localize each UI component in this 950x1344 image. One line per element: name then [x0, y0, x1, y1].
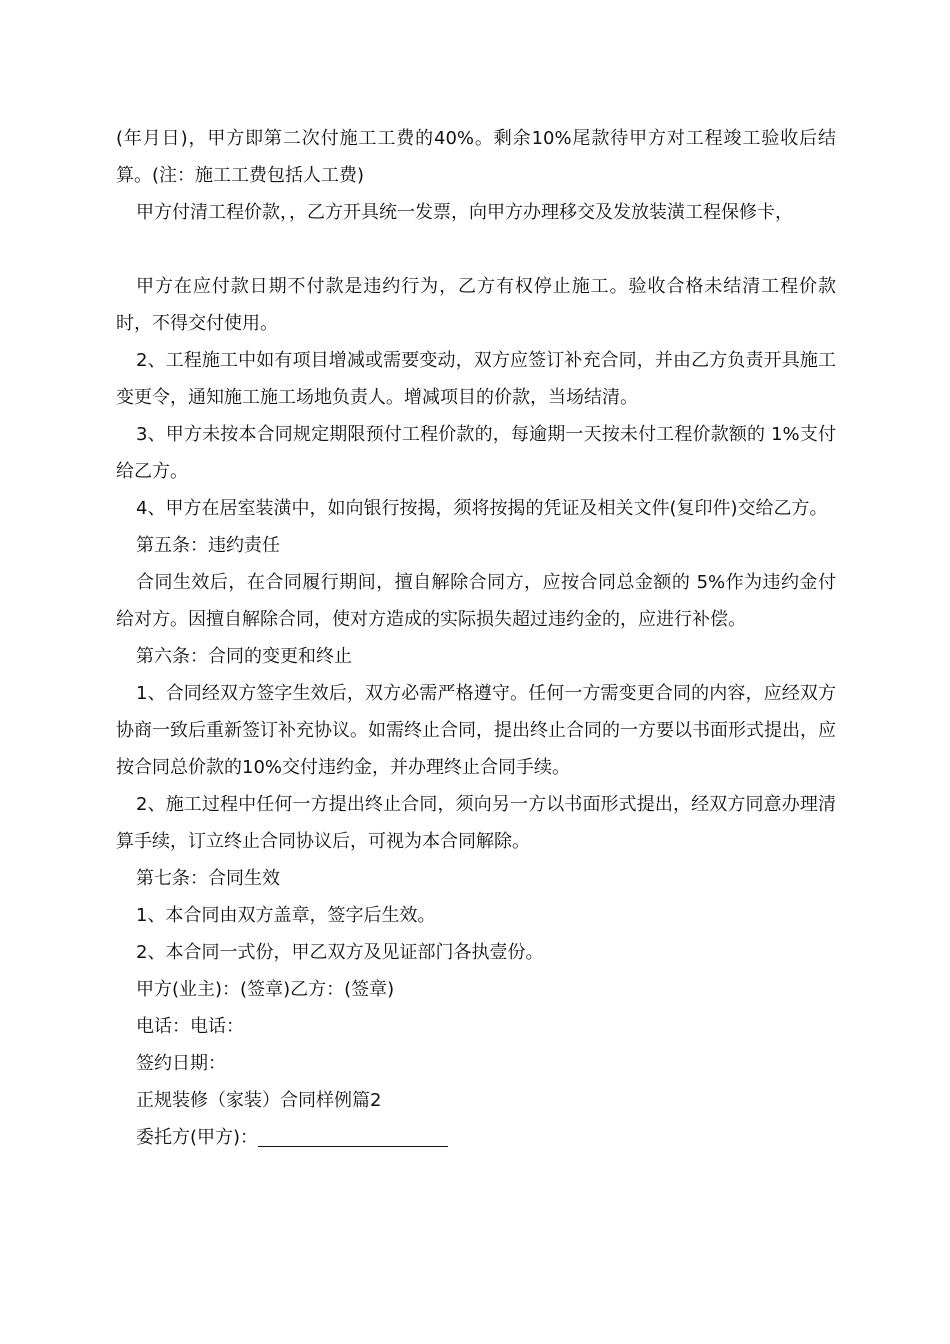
paragraph-effect-2: 2、本合同一式份，甲乙双方及见证部门各执壹份。 [136, 942, 544, 963]
paragraph-late-payment: 甲方在应付款日期不付款是违约行为，乙方有权停止施工。验收合格未结清工程价款时，不得交付使用。 [116, 276, 836, 334]
client-blank-field[interactable] [258, 1122, 448, 1147]
document-title-2: 正规装修（家装）合同样例篇2 [136, 1090, 382, 1111]
paragraph-breach: 合同生效后，在合同履行期间，擅自解除合同方，应按合同总金额的 5%作为违约金付给对方。因擅自解除合同，使对方造成的实际损失超过违约金的，应进行补偿。 [116, 572, 836, 630]
phone-line: 电话：电话： [136, 1016, 244, 1037]
paragraph-item-2: 2、工程施工中如有项目增减或需要变动，双方应签订补充合同，并由乙方负责开具施工变更令，通知施工施工场地负责人。增减项目的价款，当场结清。 [116, 350, 836, 408]
paragraph-change-2: 2、施工过程中任何一方提出终止合同，须向另一方以书面形式提出，经双方同意办理清算手续，订立终止合同协议后，可视为本合同解除。 [116, 794, 836, 852]
paragraph-change-1: 1、合同经双方签字生效后，双方必需严格遵守。任何一方需变更合同的内容，应经双方协商一致后重新签订补充协议。如需终止合同，提出终止合同的一方要以书面形式提出，应按合同总价款的10%交付违约金，并办理终止合同手续。 [116, 683, 836, 778]
section-heading-6: 第六条：合同的变更和终止 [136, 646, 352, 667]
paragraph-payment-schedule: (年月日)，甲方即第二次付施工工费的40%。剩余10%尾款待甲方对工程竣工验收后结算。(注：施工工费包括人工费) [116, 128, 836, 186]
client-line [116, 1119, 836, 1156]
client-label: 委托方(甲方)： [136, 1127, 259, 1148]
section-heading-7: 第七条：合同生效 [136, 868, 280, 889]
section-heading-5: 第五条：违约责任 [136, 535, 280, 556]
paragraph-item-3: 3、甲方未按本合同规定期限预付工程价款的，每逾期一天按未付工程价款额的 1%支付给乙方。 [116, 424, 836, 482]
blank-line [116, 231, 836, 268]
paragraph-invoice: 甲方付清工程价款，，乙方开具统一发票，向甲方办理移交及发放装潢工程保修卡， [136, 202, 793, 223]
document-body [116, 120, 836, 1156]
sign-date-line: 签约日期： [136, 1053, 226, 1074]
paragraph-effect-1: 1、本合同由双方盖章，签字后生效。 [136, 905, 436, 926]
paragraph-item-4: 4、甲方在居室装潢中，如向银行按揭，须将按揭的凭证及相关文件(复印件)交给乙方。 [136, 498, 828, 519]
signature-line: 甲方(业主)：(签章)乙方：(签章) [136, 979, 395, 1000]
